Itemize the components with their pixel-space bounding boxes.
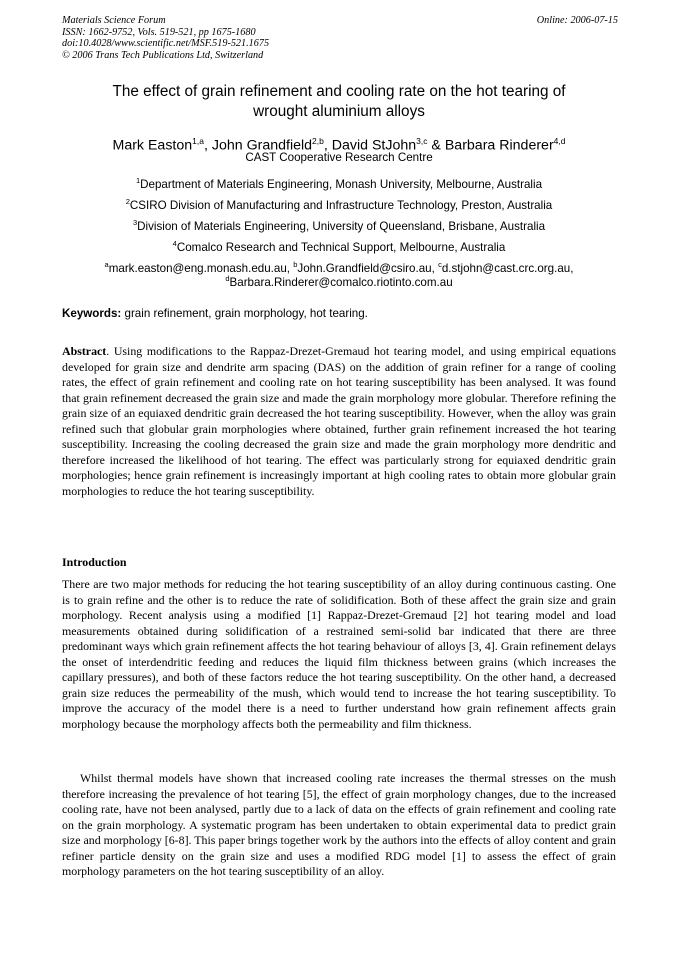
aff-sup: 4 (172, 239, 177, 248)
author-name: John Grandfield (211, 137, 313, 154)
author-sup: 2,b (312, 136, 324, 146)
doi-line: doi:10.4028/www.scientific.net/MSF.519-521.1675 (62, 38, 270, 50)
affiliation-2 (62, 195, 616, 213)
author-name: David StJohn (331, 137, 417, 154)
intro-paragraph-2: Whilst thermal models have shown that increased cooling rate increases the thermal stresses on the mush therefore increasing the prevalence of hot tearing [5], the effect of grain morphology changes, due to the increased cooling rate, have not been analysed, partly due to a lack of data on the effects of grain refinement and cooling rate on the grain morphology. A systematic program has been undertaken to obtain experimental data to predict grain size and morphology [6-8]. This paper brings together work by the authors into the effects of alloy content and grain refiner particle density on the grain size and uses a modified RDG model [1] to assess the effect of grain morphology parameters on the hot tearing susceptibility of an alloy. (62, 771, 616, 878)
issn-line: ISSN: 1662-9752, Vols. 519-521, pp 1675-1680 (62, 26, 256, 38)
intro-paragraph-1: There are two major methods for reducing the hot tearing susceptibility of an alloy during continuous casting. One is to grain refine and the other is to reduce the rate of solidification. Both of these affect the grain size and grain morphology. Recent analysis using a modified [1] Rappaz-Drezet-Gremaud [2] hot tearing model and load measurements obtained during solidification of a restrained semi-solid bar indicated that there are three predominant ways which grain refinement affects the hot tearing behaviour of alloys [3, 4]. Grain refinement delays the onset of interdendritic feeding and reduces the liquid film thickness between grains (which increases the capillary pressures), and both of these factors reduce the hot tearing susceptibility. On the other hand, a decreased grain size reduces the permeability of the mush, which would tend to increase the hot tearing susceptibility. To improve the accuracy of the model there is a need to further understand how grain refinement affects grain morphology because the morphology affects both the permeability and film thickness. (62, 577, 616, 731)
abstract-label: Abstract (62, 344, 107, 358)
author-sep: , (203, 137, 212, 154)
author-sep: , (323, 137, 332, 154)
email-a: mark.easton@eng.monash.edu.au, (108, 261, 294, 275)
online-date: Online: 2006-07-15 (536, 15, 618, 26)
email-sup: d (225, 274, 230, 283)
aff-text: CSIRO Division of Manufacturing and Infrastructure Technology, Preston, Australia (129, 198, 553, 212)
affiliation-4 (62, 237, 616, 255)
author-name: Barbara Rinderer (444, 137, 554, 154)
keywords (62, 307, 616, 321)
email-b: John.Grandfield@csiro.au, (297, 261, 439, 275)
email-sup: b (293, 260, 298, 269)
email-d: Barbara.Rinderer@comalco.riotinto.com.au (229, 275, 453, 289)
email-sup: a (104, 260, 109, 269)
aff-sup: 3 (132, 218, 138, 227)
affiliation-1 (62, 174, 616, 192)
author-sep: & (427, 137, 445, 154)
keywords-label: Keywords: (62, 307, 122, 320)
copyright-line: © 2006 Trans Tech Publications Ltd, Switzerland (62, 49, 264, 61)
title-line-1: The effect of grain refinement and cooling rate on the hot tearing of (112, 83, 566, 100)
email-c: d.stjohn@cast.crc.org.au, (441, 261, 574, 275)
email-line-2 (62, 272, 616, 290)
research-centre: CAST Cooperative Research Centre (245, 151, 433, 164)
author-sup: 1,a (192, 136, 204, 146)
author-sup: 4,d (553, 136, 566, 146)
abstract-text: . Using modifications to the Rappaz-Drezet-Gremaud hot tearing model, and using empirical equations developed for grain size and dendrite arm spacing (DAS) on the addition of grain refiner for a range of cooling rates, the effect of grain refinement and cooling rate on hot tearing susceptibility has been analysed. It was found that grain refinement decreased the grain size and made the grain morphology more globular. Therefore refining the grain size of an equiaxed dendritic grain decreased the hot tearing susceptibility. However, when the alloy was grain refined such that globular grain morphologies where obtained, further grain refinement increased the hot tearing susceptibility. Increasing the cooling decreased the grain size and made the grain morphology more dendritic and therefore increased the likelihood of hot tearing. The effect was particularly strong for equiaxed dendritic grain morphologies; hence grain refinement is increasingly important at high cooling rates to obtain more globular grain morphologies to reduce the hot tearing susceptibility. (62, 344, 616, 498)
aff-sup: 2 (125, 197, 130, 206)
affiliation-3 (62, 216, 616, 234)
aff-sup: 1 (135, 176, 141, 185)
aff-text: Comalco Research and Technical Support, Melbourne, Australia (176, 240, 506, 254)
title-line-2: wrought aluminium alloys (253, 103, 425, 120)
paper-title (62, 82, 616, 122)
author-sup: 3,c (416, 136, 428, 146)
email-sup: c (438, 260, 442, 269)
journal-header (62, 15, 618, 61)
keywords-text: grain refinement, grain morphology, hot tearing. (121, 307, 368, 320)
journal-name: Materials Science Forum (62, 15, 166, 26)
abstract (62, 344, 616, 499)
section-heading-introduction: Introduction (62, 555, 127, 569)
aff-text: Department of Materials Engineering, Monash University, Melbourne, Australia (140, 177, 543, 191)
author-name: Mark Easton (112, 137, 193, 154)
aff-text: Division of Materials Engineering, University of Queensland, Brisbane, Australia (137, 219, 546, 233)
